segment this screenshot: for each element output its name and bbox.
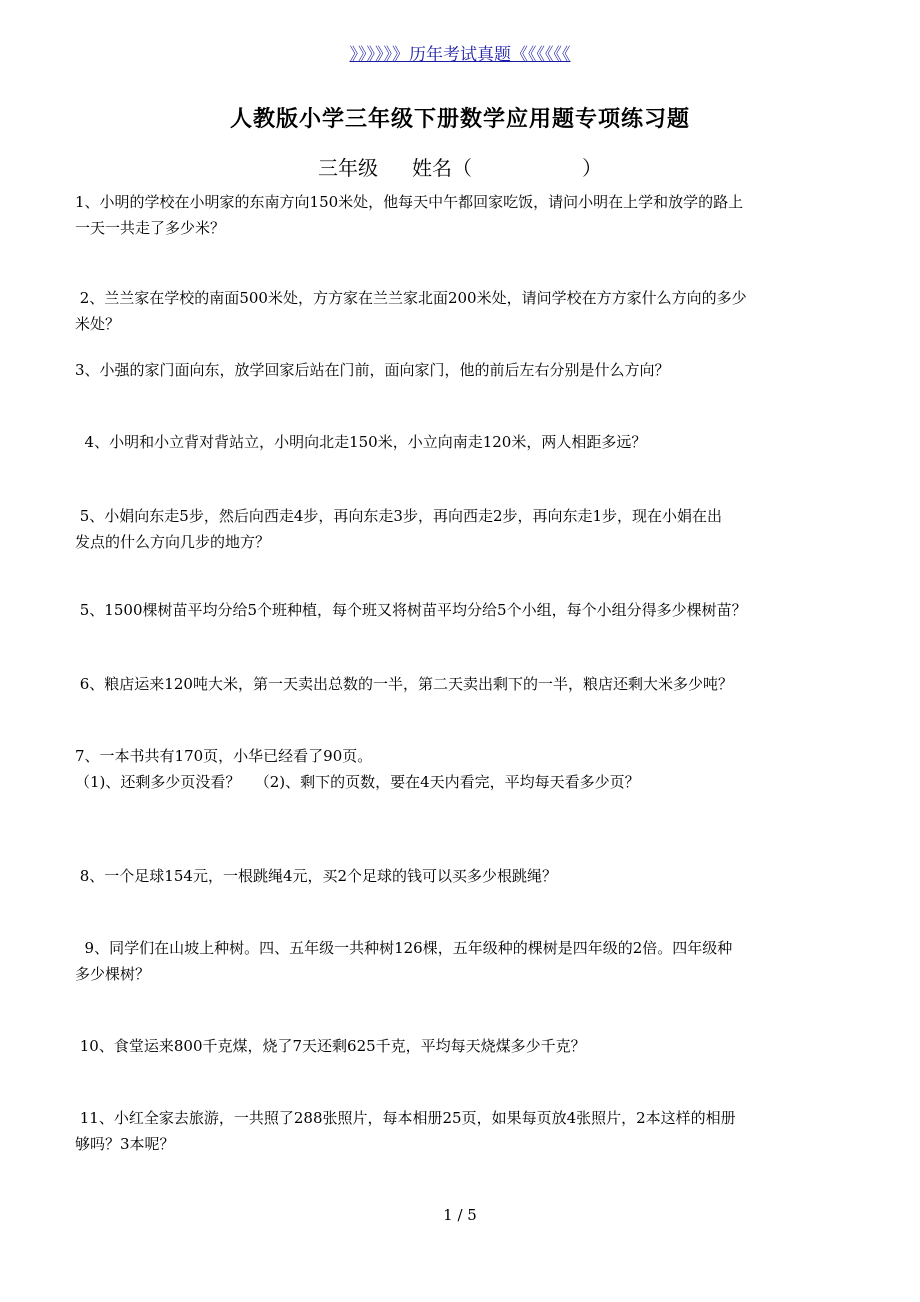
question-line: 米处？ <box>75 315 121 333</box>
header-link[interactable]: 》》》》》》历年考试真题《《《《《《 <box>349 45 571 65</box>
question-line: 发点的什么方向几步的地方？ <box>75 533 271 551</box>
question-line: 10、食堂运来800千克煤，烧了7天还剩625千克，平均每天烧煤多少千克？ <box>75 1037 586 1055</box>
question-line: 5、小娟向东走5步，然后向西走4步，再向东走3步，再向西走2步，再向东走1步，现在小娟在出 <box>75 507 723 525</box>
page-title: 人教版小学三年级下册数学应用题专项练习题 <box>229 106 690 132</box>
name-close: ） <box>582 156 602 180</box>
question-10 <box>75 1033 815 1059</box>
question-line: 9、同学们在山坡上种树。四、五年级一共种树126棵，五年级种的棵树是四年级的2倍。四年级种 <box>75 939 733 957</box>
question-line: 一天一共走了多少米？ <box>75 219 226 237</box>
question-line: 3、小强的家门面向东，放学回家后站在门前，面向家门，他的前后左右分别是什么方向？ <box>75 361 670 379</box>
question-7 <box>75 743 815 795</box>
question-9 <box>75 935 815 987</box>
question-line: （1)、还剩多少页没看？ （2)、剩下的页数，要在4天内看完，平均每天看多少页？ <box>75 773 640 791</box>
question-line: 2、兰兰家在学校的南面500米处，方方家在兰兰家北面200米处，请问学校在方方家什么方向的多少 <box>75 289 747 307</box>
question-5b <box>75 597 815 623</box>
question-line: 7、一本书共有170页，小华已经看了90页。 <box>75 747 373 765</box>
question-4 <box>75 429 815 455</box>
name-label: 姓名（ <box>412 156 472 180</box>
question-line: 8、一个足球154元，一根跳绳4元，买2个足球的钱可以买多少根跳绳？ <box>75 867 558 885</box>
question-8 <box>75 863 815 889</box>
question-line: 多少棵树？ <box>75 965 151 983</box>
question-line: 6、粮店运来120吨大米，第一天卖出总数的一半，第二天卖出剩下的一半，粮店还剩大米多少吨？ <box>75 675 733 693</box>
question-6 <box>75 671 815 697</box>
question-line: 1、小明的学校在小明家的东南方向150米处，他每天中午都回家吃饭，请问小明在上学和放学的路上 <box>75 193 744 211</box>
question-1 <box>75 189 815 241</box>
grade-label: 三年级 <box>318 156 378 180</box>
page-number: 1 / 5 <box>443 1206 477 1224</box>
question-line: 11、小红全家去旅游，一共照了288张照片，每本相册25页，如果每页放4张照片，2本这样的相册 <box>75 1109 736 1127</box>
question-line: 够吗？3本呢？ <box>75 1135 175 1153</box>
question-line: 4、小明和小立背对背站立，小明向北走150米，小立向南走120米，两人相距多远？ <box>75 433 647 451</box>
question-3 <box>75 357 815 383</box>
question-line: 5、1500棵树苗平均分给5个班种植，每个班又将树苗平均分给5个小组，每个小组分得多少棵树苗？ <box>75 601 747 619</box>
question-2 <box>75 285 815 337</box>
subtitle <box>0 152 920 181</box>
question-5a <box>75 503 815 555</box>
question-11 <box>75 1105 815 1157</box>
